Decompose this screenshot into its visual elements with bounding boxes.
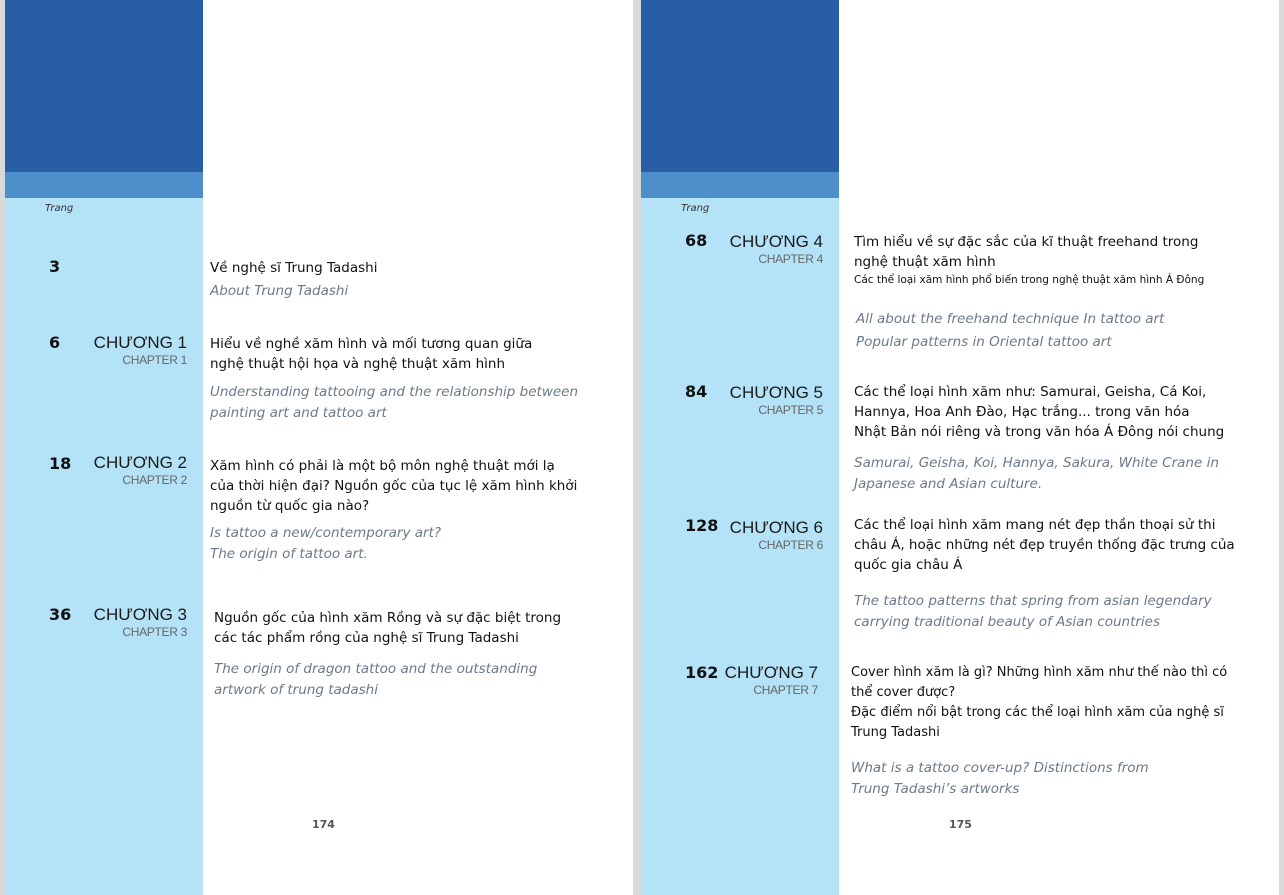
page-column-label: Trang: [45, 203, 74, 214]
toc-title-line: Đặc điểm nổi bật trong các thể loại hình xăm của nghệ sĩ: [851, 705, 1224, 720]
toc-title-line: Japanese and Asian culture.: [854, 476, 1043, 492]
toc-title-line: Nhật Bản nói riêng và trong văn hóa Á Đông nói chung: [854, 424, 1225, 440]
chapter-label-en: CHAPTER 5: [758, 403, 823, 417]
toc-title-line: Xăm hình có phải là một bộ môn nghệ thuật mới lạ: [210, 458, 555, 474]
toc-title-line: Các thể loại hình xăm như: Samurai, Geisha, Cá Koi,: [854, 384, 1207, 400]
toc-title-en[interactable]: [851, 758, 1149, 800]
toc-title-line: Trung Tadashi: [851, 725, 940, 740]
page-folio: 175: [949, 818, 972, 831]
toc-title-line: Các thể loại hình xăm mang nét đẹp thần thoại sử thi: [854, 517, 1216, 533]
toc-page-number[interactable]: 84: [685, 382, 708, 401]
toc-title-line: Trung Tadashi’s artworks: [851, 781, 1020, 797]
toc-page-number[interactable]: 18: [49, 454, 72, 473]
toc-title-line: Hiểu về nghề xăm hình và mối tương quan giữa: [210, 336, 533, 352]
toc-title-line: nguồn từ quốc gia nào?: [210, 498, 370, 514]
page-folio: 174: [312, 818, 335, 831]
toc-title-en[interactable]: [210, 382, 578, 424]
toc-page-number[interactable]: 3: [49, 257, 61, 276]
toc-title-line: châu Á, hoặc những nét đẹp truyền thống đặc trưng của: [854, 537, 1235, 553]
header-block: [641, 0, 839, 172]
header-block: [5, 0, 203, 172]
chapter-label[interactable]: [678, 663, 818, 697]
chapter-label[interactable]: [683, 383, 823, 417]
chapter-label-en: CHAPTER 3: [122, 625, 187, 639]
right-page: [641, 0, 1279, 895]
toc-title-line: Về nghệ sĩ Trung Tadashi: [210, 260, 378, 276]
toc-title-line: Tìm hiểu về sự đặc sắc của kĩ thuật freehand trong: [854, 234, 1199, 250]
page-subtitle: CONTENTS: [503, 146, 618, 164]
toc-title-line: Is tattoo a new/contemporary art?: [210, 525, 442, 541]
chapter-label[interactable]: [683, 518, 823, 552]
chapter-label-en: CHAPTER 2: [122, 473, 187, 487]
toc-page-number[interactable]: 36: [49, 605, 72, 624]
toc-title-line: Nguồn gốc của hình xăm Rồng và sự đặc biệt trong: [214, 610, 562, 626]
toc-page-number[interactable]: 68: [685, 231, 708, 250]
toc-title-vi[interactable]: [214, 608, 561, 648]
chapter-label[interactable]: [683, 232, 823, 266]
toc-title-en[interactable]: [214, 659, 537, 701]
left-page: [5, 0, 633, 895]
toc-title-line: Samurai, Geisha, Koi, Hannya, Sakura, White Crane in: [854, 455, 1219, 471]
toc-title-vi[interactable]: [851, 663, 1227, 743]
toc-title-line: Popular patterns in Oriental tattoo art: [856, 334, 1112, 350]
chapter-label[interactable]: [47, 333, 187, 367]
page-title: Mục lục: [1147, 106, 1263, 142]
toc-title-vi[interactable]: [210, 456, 577, 516]
toc-title-line: Understanding tattooing and the relationship between: [210, 384, 579, 400]
chapter-label[interactable]: [47, 605, 187, 639]
toc-title-line: nghệ thuật hội họa và nghệ thuật xăm hình: [210, 356, 505, 372]
chapter-label-vi: CHƯƠNG 6: [729, 518, 823, 537]
page-title: Mục lục: [501, 106, 617, 142]
toc-title-line: The origin of tattoo art.: [210, 546, 368, 562]
toc-title-en[interactable]: [854, 453, 1219, 495]
chapter-label-vi: CHƯƠNG 5: [729, 383, 823, 402]
toc-title-en[interactable]: [210, 523, 441, 565]
chapter-label-vi: CHƯƠNG 4: [729, 232, 823, 251]
toc-title-en[interactable]: [210, 281, 348, 302]
chapter-label-en: CHAPTER 1: [122, 353, 187, 367]
toc-subtitle-line: Các thể loại xăm hình phổ biến trong nghệ thuật xăm hình Á Đông: [854, 274, 1205, 286]
chapter-label-vi: CHƯƠNG 3: [93, 605, 187, 624]
chapter-label-vi: CHƯƠNG 2: [93, 453, 187, 472]
toc-title-vi[interactable]: [854, 515, 1235, 575]
page-subtitle: CONTENTS: [1149, 146, 1264, 164]
toc-title-line: The origin of dragon tattoo and the outstanding: [214, 661, 538, 677]
toc-title-line: About Trung Tadashi: [210, 283, 349, 299]
chapter-label-en: CHAPTER 7: [753, 683, 818, 697]
toc-title-line: painting art and tattoo art: [210, 405, 387, 421]
toc-title-vi[interactable]: [210, 334, 532, 374]
toc-title-vi[interactable]: [854, 232, 1204, 289]
toc-title-line: What is a tattoo cover-up? Distinctions from: [851, 760, 1149, 776]
toc-title-line: nghệ thuật xăm hình: [854, 254, 996, 270]
toc-title-vi[interactable]: [854, 382, 1224, 442]
chapter-label-en: CHAPTER 6: [758, 538, 823, 552]
toc-page-number[interactable]: 6: [49, 333, 61, 352]
toc-title-line: carrying traditional beauty of Asian countries: [854, 614, 1161, 630]
toc-title-line: Cover hình xăm là gì? Những hình xăm như thế nào thì có: [851, 665, 1228, 680]
chapter-label[interactable]: [47, 453, 187, 487]
toc-title-line: All about the freehand technique In tattoo art: [856, 311, 1165, 327]
chapter-label-en: CHAPTER 4: [758, 252, 823, 266]
toc-title-vi[interactable]: [210, 258, 377, 278]
chapter-label-vi: CHƯƠNG 7: [724, 663, 818, 682]
toc-title-en[interactable]: [854, 591, 1212, 633]
chapter-label-vi: CHƯƠNG 1: [93, 333, 187, 352]
toc-page-number[interactable]: 128: [685, 516, 719, 535]
toc-title-line: Hannya, Hoa Anh Đào, Hạc trắng... trong văn hóa: [854, 404, 1190, 420]
header-stripe: [641, 172, 839, 198]
page-column-label: Trang: [681, 203, 710, 214]
toc-title-line: thể cover được?: [851, 685, 956, 700]
toc-title-line: quốc gia châu Á: [854, 557, 963, 573]
toc-title-en[interactable]: [856, 308, 1164, 354]
toc-page-number[interactable]: 162: [685, 663, 719, 682]
header-stripe: [5, 172, 203, 198]
toc-title-line: artwork of trung tadashi: [214, 682, 378, 698]
toc-title-line: The tattoo patterns that spring from asian legendary: [854, 593, 1212, 609]
toc-title-line: các tác phẩm rồng của nghệ sĩ Trung Tadashi: [214, 630, 519, 646]
toc-title-line: của thời hiện đại? Nguồn gốc của tục lệ xăm hình khởi: [210, 478, 578, 494]
